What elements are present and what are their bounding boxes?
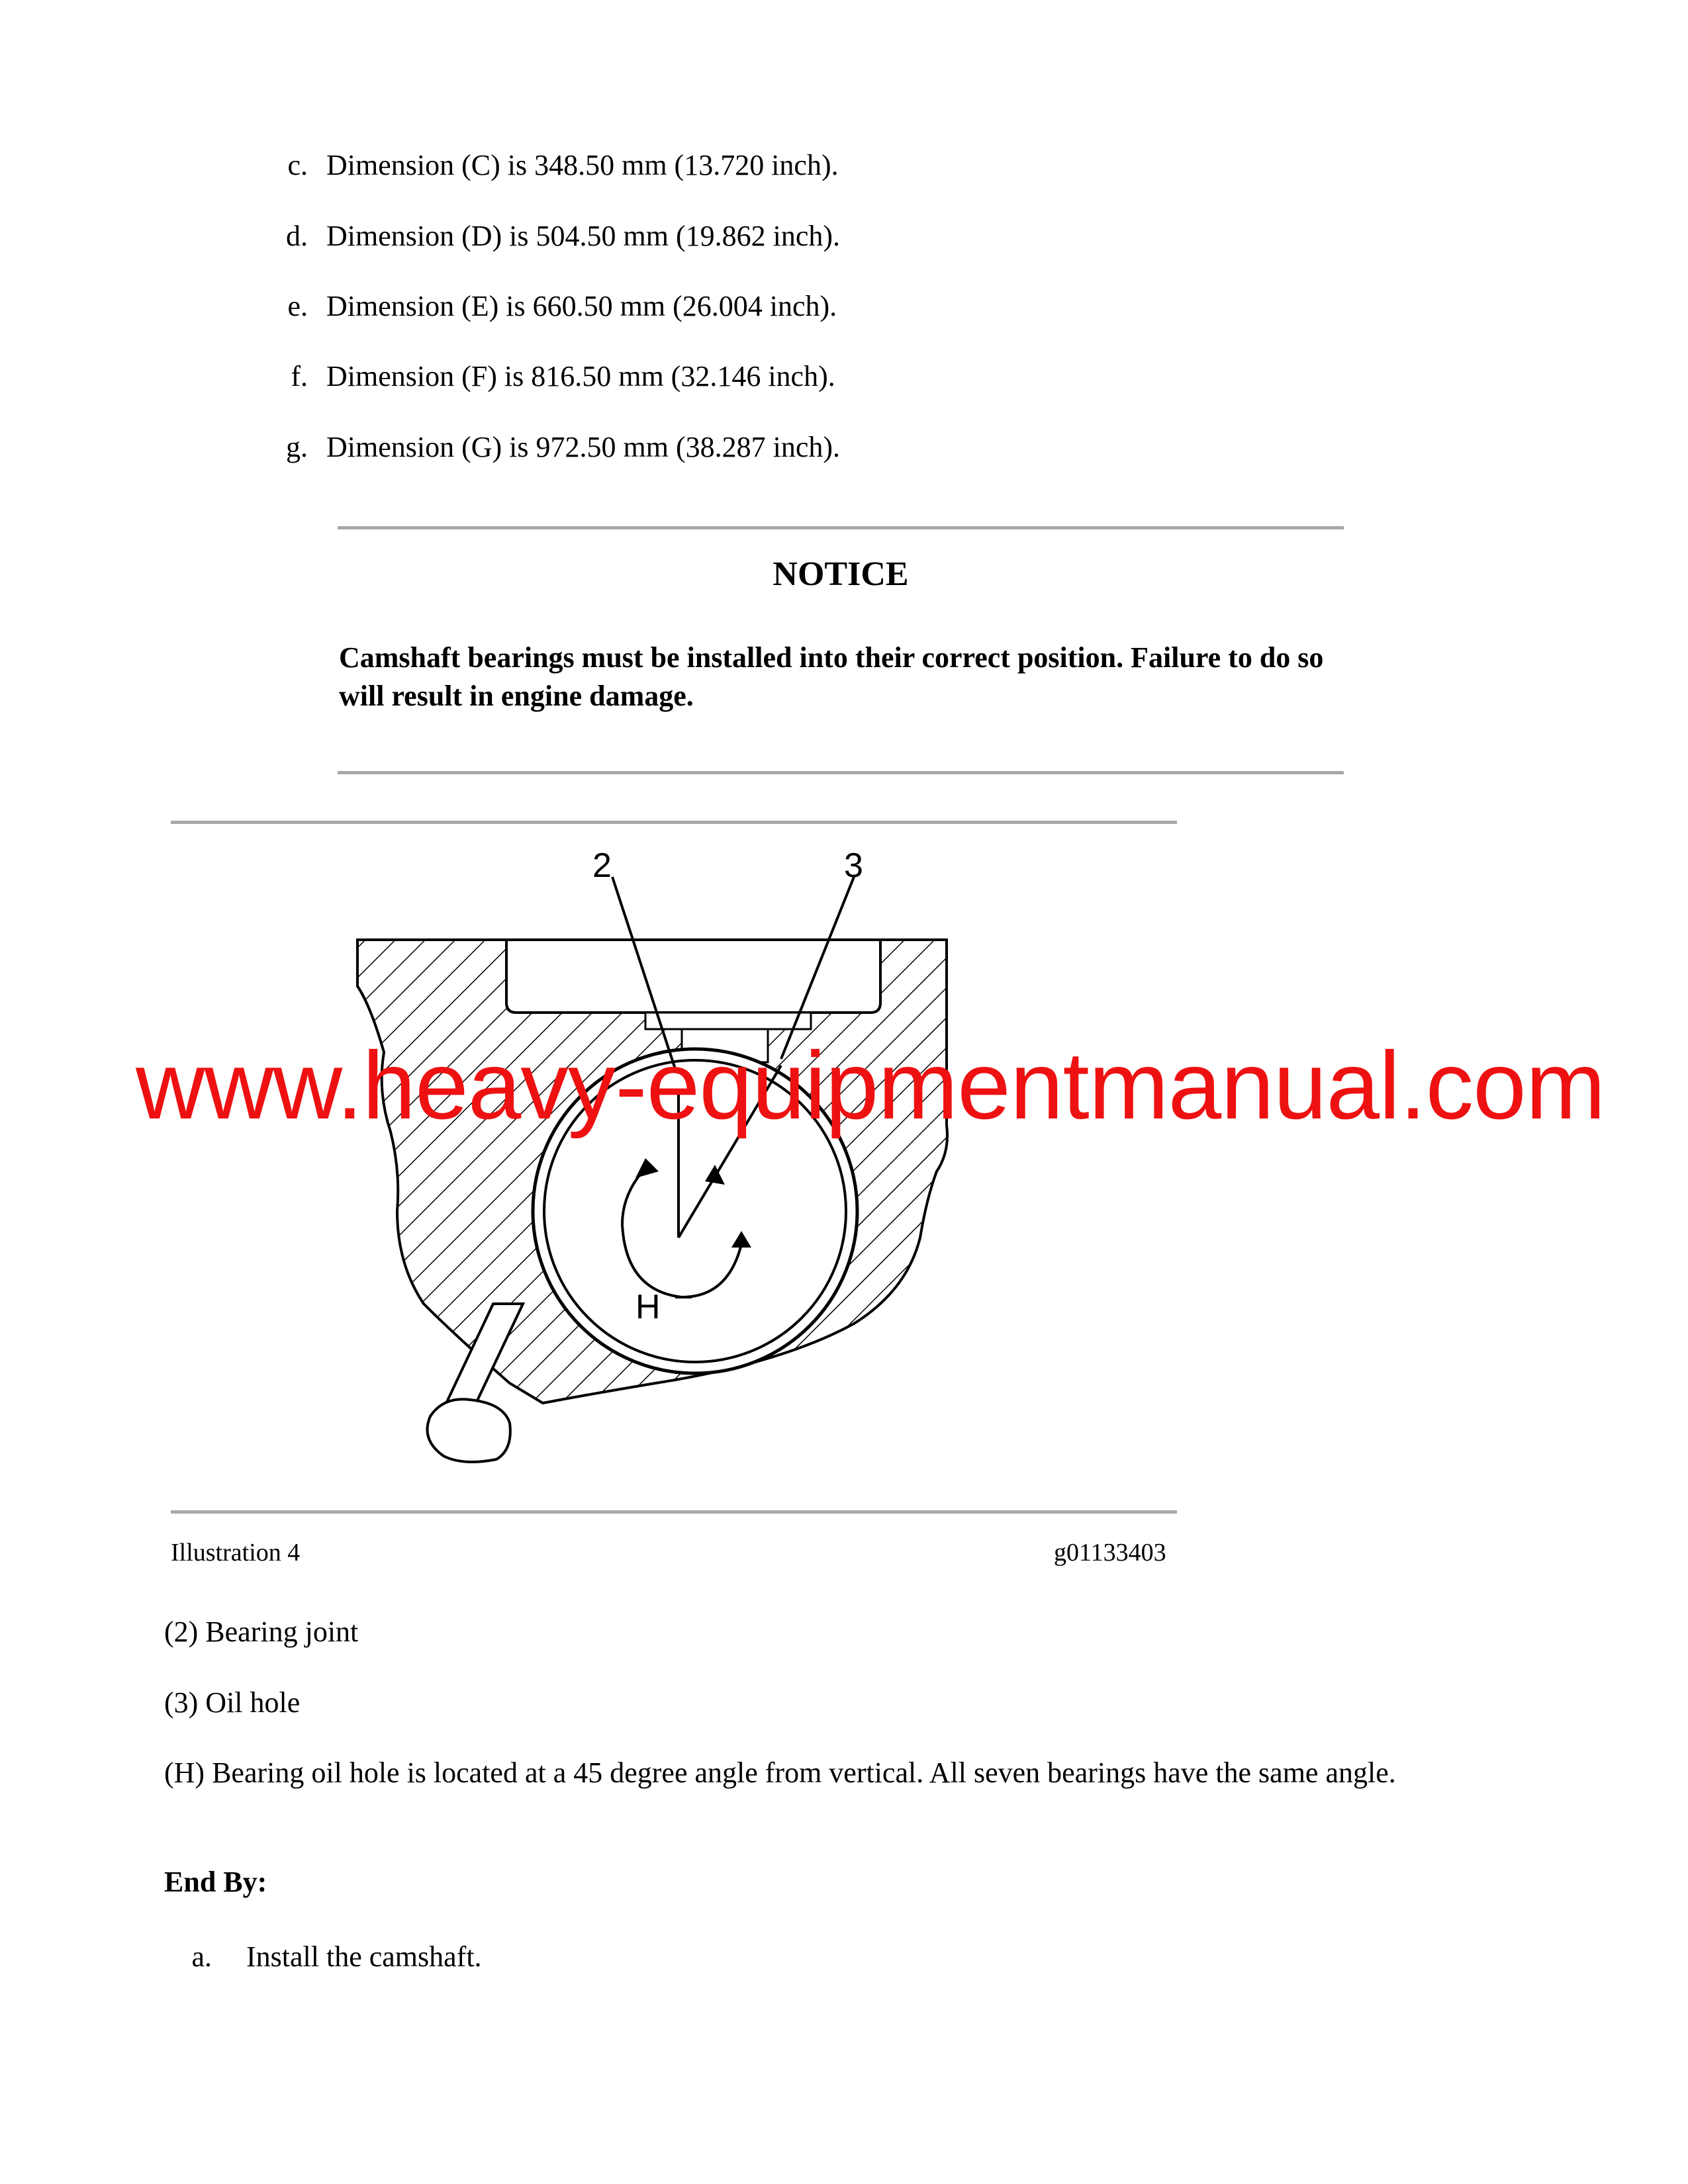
list-text: Dimension (C) is 348.50 mm (13.720 inch). <box>326 149 839 181</box>
list-text: Install the camshaft. <box>246 1940 482 1973</box>
list-marker: f. <box>291 360 308 392</box>
figure-caption-right: g01133403 <box>1054 1539 1166 1567</box>
end-by-heading: End By: <box>164 1866 267 1898</box>
figure-bottom-rule <box>171 1510 1177 1514</box>
list-marker: c. <box>287 149 308 181</box>
callout-2: 2 <box>592 846 612 885</box>
notice-body: Camshaft bearings must be installed into their correct position. Failure to do so will result in engine damage. <box>339 641 1324 712</box>
list-marker: e. <box>287 290 308 322</box>
figure-caption-left: Illustration 4 <box>171 1539 301 1567</box>
legend-oil-hole: (3) Oil hole <box>164 1686 301 1719</box>
notice-title: NOTICE <box>773 555 909 593</box>
list-marker: d. <box>286 220 308 252</box>
legend-angle-note: (H) Bearing oil hole is located at a 45 degree angle from vertical. All seven bearings have the same angle. <box>164 1756 1396 1789</box>
bearing-cross-section-illustration <box>344 841 1006 1489</box>
watermark-url: www.heavy-equipmentmanual.com <box>136 1032 1605 1139</box>
figure-top-rule <box>171 821 1177 824</box>
notice-bottom-rule <box>338 771 1344 774</box>
list-text: Dimension (E) is 660.50 mm (26.004 inch). <box>326 290 837 322</box>
list-text: Dimension (F) is 816.50 mm (32.146 inch). <box>326 360 835 392</box>
callout-3: 3 <box>844 846 863 885</box>
list-marker: g. <box>286 431 308 463</box>
list-marker: a. <box>191 1940 212 1973</box>
legend-bearing-joint: (2) Bearing joint <box>164 1615 359 1648</box>
notice-top-rule <box>338 526 1344 529</box>
callout-h: H <box>635 1288 661 1326</box>
list-text: Dimension (D) is 504.50 mm (19.862 inch). <box>326 220 841 252</box>
list-text: Dimension (G) is 972.50 mm (38.287 inch). <box>326 431 841 463</box>
